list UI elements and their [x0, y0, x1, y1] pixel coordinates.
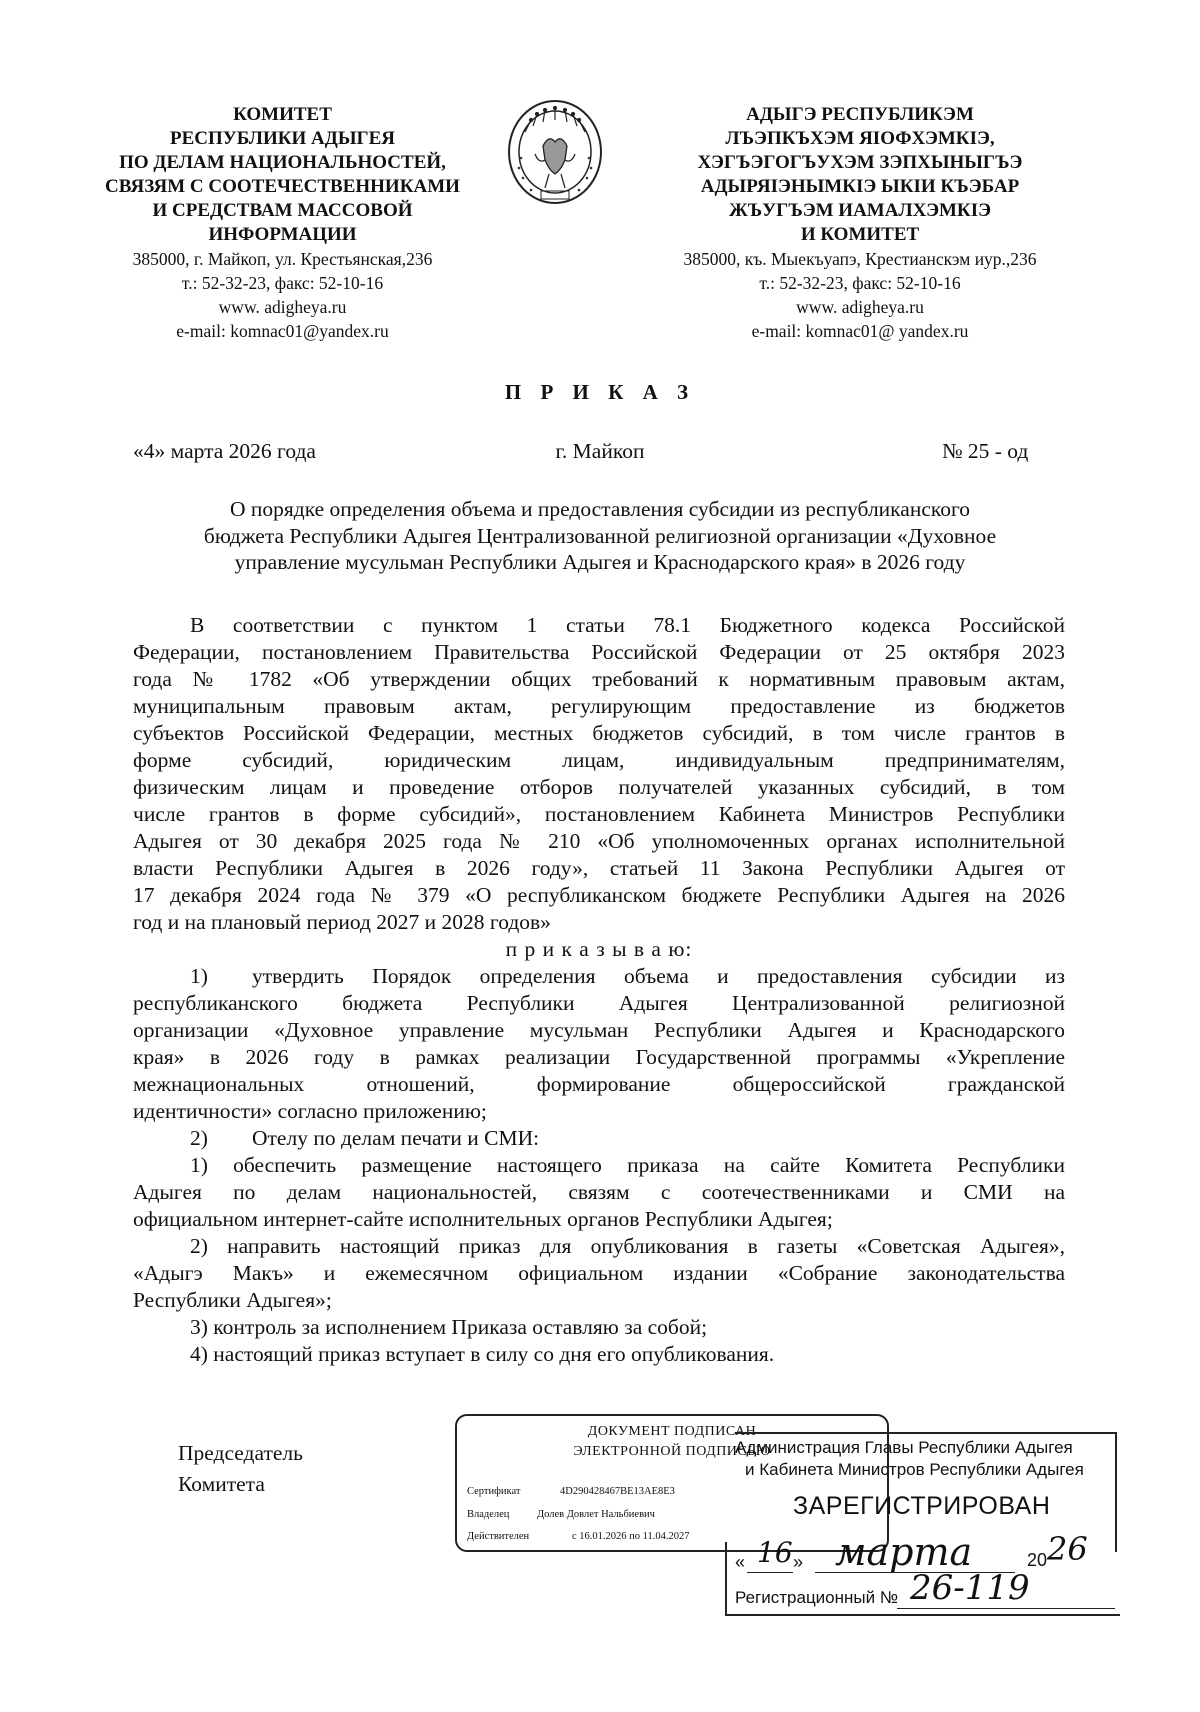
subject-line: бюджета Республики Адыгея Централизованной религиозной организации «Духовное	[203, 523, 997, 548]
preamble-line: Адыгея от 30 декабря 2025 года № 210 «Об уполномоченных органах исполнительной	[133, 829, 1065, 853]
item1-line: межнациональных отношений, формирование общероссийской гражданской	[133, 1072, 1065, 1096]
sub2-line: «Адыгэ Макъ» и ежемесячном официальном издании «Собрание законодательства	[133, 1261, 1065, 1285]
e-signature-cert-label: Сертификат	[467, 1486, 521, 1497]
reg-stamp-org-2: и Кабинета Министров Республики Адыгея	[745, 1460, 1084, 1479]
header-right-address: 385000, къ. Мыекъуапэ, Крестианскэм иур.,236	[683, 249, 1037, 269]
header-left-line: РЕСПУБЛИКИ АДЫГЕЯ	[170, 128, 395, 149]
e-signature-valid-label: Действителен	[467, 1531, 530, 1542]
header-left	[90, 103, 475, 343]
header-right-web: www. adigheya.ru	[796, 297, 924, 317]
header-left-email: e-mail: komnac01@yandex.ru	[176, 321, 389, 341]
item1-line: республиканского бюджета Республики Адыгея Централизованной религиозной	[133, 991, 1065, 1015]
preamble-line: Федерации, постановлением Правительства Российской Федерации от 25 октября 2023	[133, 640, 1065, 664]
order-body	[133, 612, 1065, 1368]
order-date: «4» марта 2026 года	[133, 439, 316, 463]
item1-line: идентичности» согласно приложению;	[133, 1099, 487, 1123]
e-signature-valid-value: с 16.01.2026 по 11.04.2027	[572, 1531, 690, 1542]
header-left-web: www. adigheya.ru	[218, 297, 347, 317]
subject-line: управление мусульман Республики Адыгея и Краснодарского края» в 2026 году	[234, 550, 966, 574]
preamble-line: муниципальным правовым актам, регулирующим предоставление из бюджетов	[133, 694, 1065, 718]
sub2-line: Республики Адыгея»;	[133, 1288, 332, 1312]
reg-stamp-quote-close: »	[793, 1552, 804, 1572]
order-city: г. Майкоп	[555, 439, 645, 463]
registration-stamp	[725, 1432, 1120, 1618]
header-right-line: АДЫГЭ РЕСПУБЛИКЭМ	[746, 104, 974, 125]
reg-stamp-status: ЗАРЕГИСТРИРОВАН	[793, 1492, 1051, 1520]
item1-line	[133, 963, 1065, 990]
reg-stamp-number-underline	[897, 1608, 1115, 1609]
e-signature-valid-row	[467, 1531, 690, 1543]
item1-text: утвердить Порядок определения объема и предоставления субсидии из	[252, 964, 1065, 988]
subject-line: О порядке определения объема и предоставления субсидии из республиканского	[229, 497, 971, 521]
reg-stamp-month: марта	[835, 1530, 973, 1574]
reg-stamp-left-line	[725, 1542, 727, 1616]
e-signature-owner-row	[467, 1509, 655, 1521]
reg-stamp-date-row	[735, 1532, 1115, 1572]
header-right-phone: т.: 52-32-23, факс: 52-10-16	[759, 273, 961, 293]
e-signature-title-2: ЭЛЕКТРОННОЙ ПОДПИСЬЮ	[573, 1444, 771, 1459]
header-right-line: ЖЪУГЪЭМ ИАМАЛХЭМКIЭ	[729, 200, 991, 221]
preamble-line: год и на плановый период 2027 и 2028 годов»	[133, 910, 551, 934]
preamble-line: числе грантов в форме субсидий», постановлением Кабинета Министров Республики	[133, 802, 1065, 826]
reg-stamp-top-line	[735, 1432, 1115, 1434]
header-left-line: ИНФОРМАЦИИ	[208, 224, 357, 245]
header-left-line: КОМИТЕТ	[233, 104, 332, 125]
signature-committee: Комитета	[178, 1472, 265, 1496]
document-title: П Р И К А З	[504, 380, 696, 404]
e-signature-owner-value: Долев Довлет Нальбиевич	[537, 1509, 655, 1520]
order-word: п р и к а з ы в а ю:	[505, 937, 693, 961]
reg-stamp-year-prefix: 20	[1027, 1550, 1048, 1570]
item2-number: 2)	[190, 1126, 208, 1150]
reg-stamp-bottom-line	[725, 1614, 1120, 1616]
header-left-address: 385000, г. Майкоп, ул. Крестьянская,236	[132, 249, 433, 269]
header-left-line: ПО ДЕЛАМ НАЦИОНАЛЬНОСТЕЙ,	[119, 152, 446, 173]
reg-stamp-right-line	[1115, 1432, 1117, 1552]
coat-of-arms-icon	[505, 98, 605, 208]
preamble-line: власти Республики Адыгея в 2026 году», статьей 11 Закона Республики Адыгея от	[133, 856, 1065, 880]
signature-block	[178, 1438, 303, 1500]
e-signature-title-1: ДОКУМЕНТ ПОДПИСАН	[587, 1424, 757, 1439]
item2-line	[133, 1125, 1065, 1152]
preamble-line: года № 1782 «Об утверждении общих требований к нормативным правовым актам,	[133, 667, 1065, 691]
preamble-line: В соответствии с пунктом 1 статьи 78.1 Бюджетного кодекса Российской	[190, 613, 1065, 637]
sub1-line: Адыгея по делам национальностей, связям с соотечественниками и СМИ на	[133, 1180, 1065, 1204]
reg-stamp-quote-open: «	[735, 1552, 746, 1572]
preamble-line: субъектов Российской Федерации, местных бюджетов субсидий, в том числе грантов в	[133, 721, 1065, 745]
reg-stamp-day: 16	[757, 1536, 793, 1569]
header-left-line: И СРЕДСТВАМ МАССОВОЙ	[152, 200, 413, 221]
e-signature-cert-row	[467, 1486, 675, 1498]
item1-number: 1)	[190, 964, 208, 988]
header-right	[660, 103, 1060, 343]
preamble-line: форме субсидий, юридическим лицам, индивидуальным предпринимателям,	[133, 748, 1065, 772]
header-right-line: И КОМИТЕТ	[800, 224, 920, 245]
header-right-line: АДЫРЯIЭНЫМКIЭ ЫКIИ КЪЭБАР	[700, 176, 1020, 197]
sub1-line: 1) обеспечить размещение настоящего приказа на сайте Комитета Республики	[190, 1153, 1065, 1177]
preamble-line: 17 декабря 2024 года № 379 «О республиканском бюджете Республики Адыгея на 2026	[133, 883, 1065, 907]
header-right-email: e-mail: komnac01@ yandex.ru	[751, 321, 969, 341]
sub3-line: 3) контроль за исполнением Приказа оставляю за собой;	[190, 1315, 708, 1339]
order-subject	[0, 496, 1200, 576]
item1-line: края» в 2026 году в рамках реализации Государственной программы «Укрепление	[133, 1045, 1065, 1069]
e-signature-cert-value: 4D290428467BE13AE8E3	[560, 1486, 675, 1497]
reg-stamp-number-label: Регистрационный №	[735, 1588, 899, 1607]
reg-stamp-org-1: Администрация Главы Республики Адыгея	[735, 1438, 1073, 1457]
item2-text: Отелу по делам печати и СМИ:	[252, 1126, 540, 1150]
sub4-line: 4) настоящий приказ вступает в силу со дня его опубликования.	[190, 1342, 775, 1366]
sub2-line: 2) направить настоящий приказ для опубликования в газеты «Советская Адыгея»,	[190, 1234, 1065, 1258]
reg-stamp-number-row	[735, 1568, 1115, 1612]
signature-position: Председатель	[178, 1441, 303, 1465]
header-right-line: ЛЪЭПКЪХЭМ ЯIОФХЭМКIЭ,	[725, 128, 995, 149]
header-right-line: ХЭГЪЭГОГЪУХЭМ ЗЭПХЫНЫГЪЭ	[697, 152, 1023, 173]
preamble-line: физическим лицам и проведение отборов получателей указанных субсидий, в том	[133, 775, 1065, 799]
header-left-phone: т.: 52-32-23, факс: 52-10-16	[181, 273, 384, 293]
order-number: № 25 - од	[942, 439, 1029, 463]
reg-stamp-year-suffix: 26	[1047, 1530, 1088, 1568]
reg-stamp-day-underline	[747, 1572, 793, 1573]
header-left-line: СВЯЗЯМ С СООТЕЧЕСТВЕННИКАМИ	[105, 176, 460, 197]
sub1-line: официальном интернет-сайте исполнительных органов Республики Адыгея;	[133, 1207, 833, 1231]
reg-stamp-number-value: 26-119	[910, 1568, 1030, 1608]
item1-line: организации «Духовное управление мусульман Республики Адыгея и Краснодарского	[133, 1018, 1065, 1042]
e-signature-owner-label: Владелец	[467, 1509, 510, 1520]
